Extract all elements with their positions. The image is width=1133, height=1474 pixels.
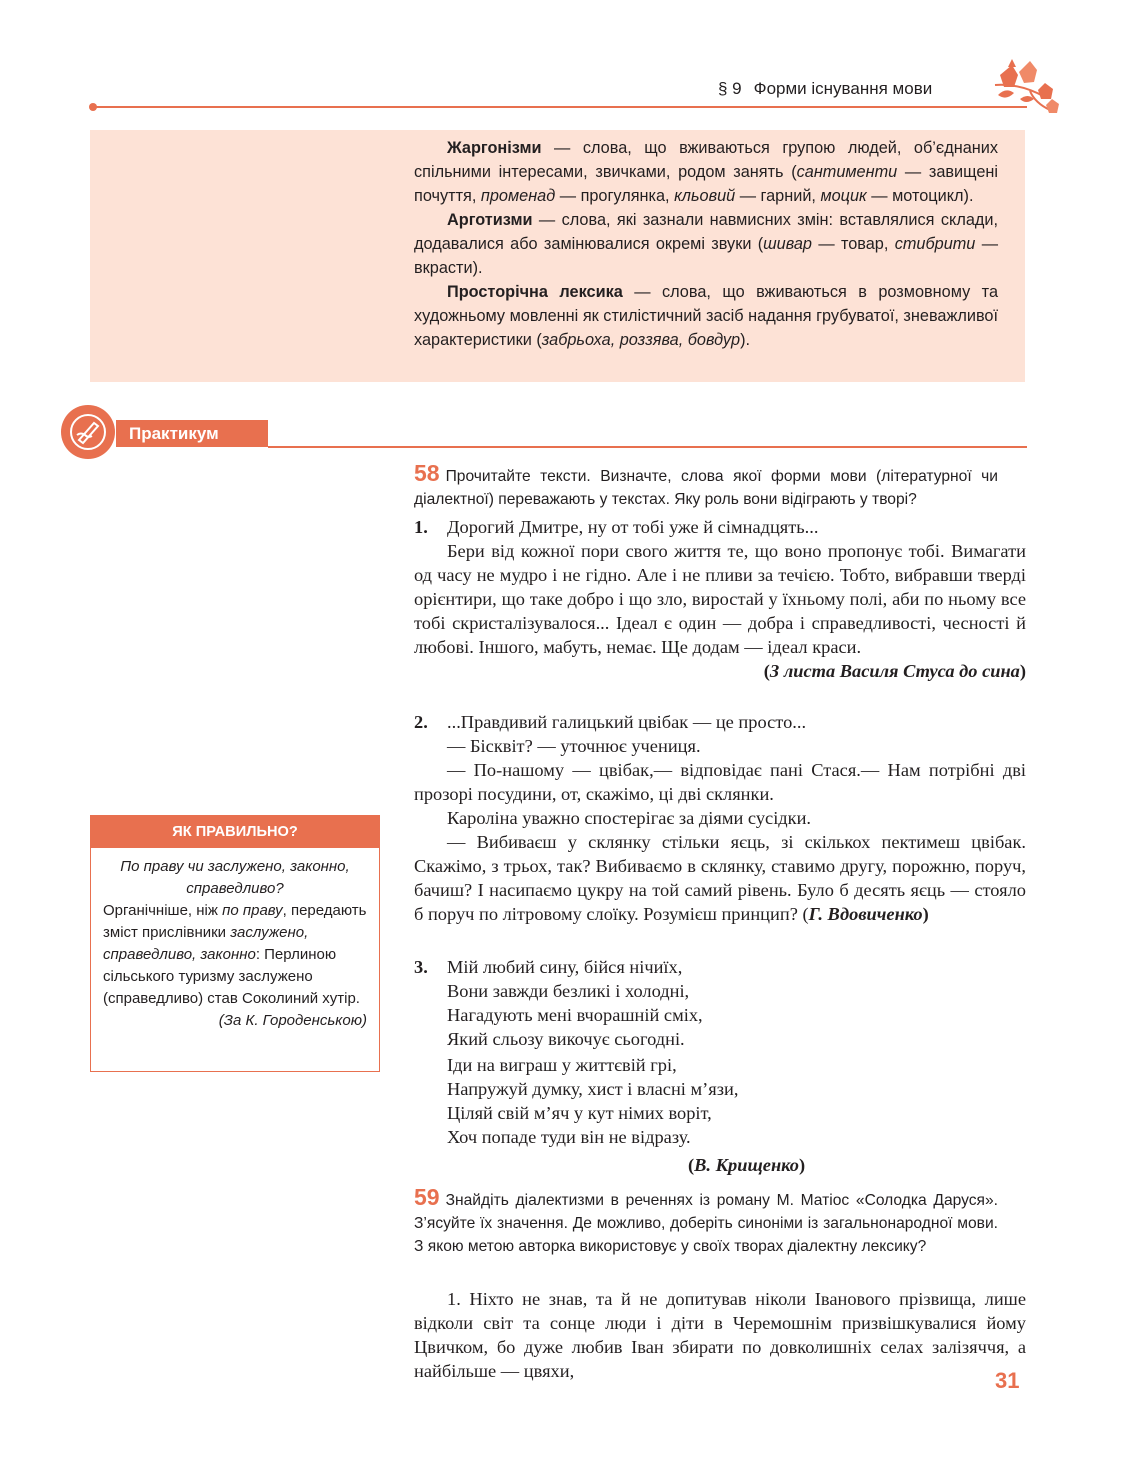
text: , передають зміст прислівники (103, 902, 367, 941)
theory-paragraph (414, 280, 998, 352)
text: — слова, які зазнали навмисних змін: вставлялися склади, додавалися або замінювалися окремі звуки ( (414, 211, 998, 253)
poem-line: Нагадують мені вчорашній сміх, (447, 1005, 703, 1025)
task-text: Прочитайте тексти. Визначте, слова якої форми мови (літературної чи діалектної) переважають у текстах. Яку роль вони відіграють у творі? (414, 468, 998, 508)
header-rule (92, 106, 1027, 108)
term-argotisms: Арготизми (447, 211, 533, 229)
source: (З листа Василя Стуса до сина) (763, 661, 1026, 681)
text: — слова, що вживаються в розмовному та художньому мовленні як стилістичний засіб надання грубуватої, зневажливої характеристики ( (414, 283, 998, 349)
item-number: 3. (414, 957, 428, 977)
poem-line: Вони завжди безликі і холодні, (447, 981, 690, 1001)
source-text: В. Крищенко (694, 1155, 799, 1175)
flower-ornament-icon (990, 55, 1070, 117)
poem-line: Хоч попаде туди він не відразу. (447, 1127, 691, 1147)
example: шивар (763, 235, 812, 253)
how-correct-sidebar (90, 815, 380, 1072)
text: заслужено, справедливо, законно (103, 924, 309, 963)
practicum-label: Практикум (116, 420, 268, 447)
running-header (718, 79, 932, 99)
hand-writing-icon (69, 413, 107, 451)
page-number: 31 (995, 1368, 1020, 1393)
text: — прогулянка, (555, 187, 675, 205)
text: : Перлиною сільського туризму заслужено (справедливо) став Соколиний хутір. (103, 946, 360, 1007)
section-title: Форми існування мови (753, 79, 933, 98)
text: — Вибиваєш у склянку стільки яєць, зі скількох пектимеш цвібак. Скажімо, з трьох, так? Вибиваємо в склянку, ставимо другу, порожню, поруч, бачиш? І насипаємо цукру на той самий рівень. Було б десять яєць — стояло б поруч по літровому слоїку. Розумієш принцип? ( (414, 832, 1026, 924)
text: ). (740, 331, 751, 349)
example: кльовий (674, 187, 736, 205)
sidebar-body (91, 848, 379, 1032)
poem-line: Ціляй свій м’яч у кут німих воріт, (447, 1103, 712, 1123)
task-59-text (414, 1287, 1026, 1383)
dialog-line: — Вибиваєш у склянку стільки яєць, зі скількох пектимеш цвібак. Скажімо, з трьох, так? Вибиваємо в склянку, ставимо другу, порожню, поруч, бачиш? І насипаємо цукру на той самий рівень. Було б десять яєць — стояло б поруч по літровому слоїку. Розумієш принцип? (Г. Вдовиченко) (414, 832, 1026, 924)
poem-line: Мій любий сину, бійся нічиїх, (447, 957, 683, 977)
section-number: § 9 (718, 79, 742, 98)
task-59-instruction (414, 1186, 998, 1258)
item-number: 1. (414, 517, 428, 537)
theory-paragraph (414, 136, 998, 208)
sidebar-explanation (103, 900, 367, 1010)
text: — завищені почуття, (414, 163, 998, 205)
task-58-text-1 (414, 515, 1026, 683)
text: Дорогий Дмитре, ну от тобі уже й сімнадцять... (447, 517, 819, 537)
example: променад (480, 187, 556, 205)
task-58-instruction (414, 462, 998, 511)
dialog-line: Кароліна уважно спостерігає за діями сусідки. (447, 808, 812, 828)
theory-paragraph (414, 208, 998, 280)
task-text: Знайдіть діалектизми в реченнях із роману М. Матіос «Солодка Даруся». З’ясуйте їх значення. Де можливо, доберіть синоніми із загальнонародної мови. З якою метою авторка використовує у своїх творах діалектну лексику? (414, 1192, 998, 1255)
term-colloquial: Просторічна лексика (447, 283, 623, 301)
poem-line: Який сльозу викочує сьогодні. (447, 1029, 685, 1049)
example: стибрити (894, 235, 976, 253)
example: моцик (820, 187, 867, 205)
text: — мотоцикл). (866, 187, 974, 205)
novel-excerpt: 1. Ніхто не знав, та й не допитував ніколи Іванового прізвища, лише відколи світ та сонце люди і діти в Черемошнім призвішкувалися йому Цвичком, бо дуже любив Іван збирати по довколишніх селах залізяччя, а найбільше — цвяхи, (414, 1289, 1026, 1381)
poem-line: Іди на виграш у життєвій грі, (447, 1055, 677, 1075)
example: сантименти (796, 163, 898, 181)
text: по праву (222, 902, 283, 919)
dialog-line: — По-нашому — цвібак,— відповідає пані Стася.— Нам потрібні дві прозорі посудини, от, скажімо, ці дві склянки. (414, 760, 1026, 804)
poem-stanza-1 (447, 955, 703, 1051)
source-text: Г. Вдовиченко (808, 904, 923, 924)
text: — гарний, (735, 187, 821, 205)
task-number: 58 (414, 460, 440, 486)
sidebar-source: (За К. Городенською) (218, 1012, 367, 1029)
text: — слова, що вживаються групою людей, об’єднаних спільними інтересами, звичками, родом занять ( (414, 139, 998, 181)
poem-source: (В. Крищенко) (688, 1155, 806, 1175)
theory-text (414, 136, 998, 352)
practicum-rule (268, 446, 1027, 448)
letter-body: Бери від кожної пори свого життя те, що воно пропонує тобі. Вимагати од часу не мудро і не гідно. Але і не пливи за течією. Тобто, вибравши тверді орієнтири, що таке добро і що зло, виростай у їхньому полі, аби по ньому все тобі скристалізувалося... Ідеал є один — добра і справедливості, чесності й любові. Іншого, мабуть, немає. Ще додам — ідеал краси. (414, 541, 1026, 657)
practicum-badge (61, 405, 115, 459)
text: — товар, (812, 235, 895, 253)
task-number: 59 (414, 1184, 440, 1210)
poem-line: Напружуй думку, хист і власні м’язи, (447, 1079, 739, 1099)
example: забрьоха, роззява, бовдур (541, 331, 741, 349)
term-jargonisms: Жаргонізми (447, 139, 542, 157)
text: — вкрасти). (414, 235, 998, 277)
header-rule-dot (89, 103, 97, 111)
item-number: 2. (414, 712, 428, 732)
dialog-line: — Бісквіт? — уточнює учениця. (447, 736, 701, 756)
poem-stanza-2 (447, 1053, 738, 1149)
task-58-text-2 (414, 710, 1026, 926)
source-text: З листа Василя Стуса до сина (769, 661, 1020, 681)
text: Органічніше, ніж (103, 902, 223, 919)
sidebar-heading: ЯК ПРАВИЛЬНО? (91, 816, 379, 848)
sidebar-question: По праву чи заслужено, законно, справедливо? (120, 858, 350, 897)
text: ...Правдивий галицький цвібак — це просто... (447, 712, 807, 732)
